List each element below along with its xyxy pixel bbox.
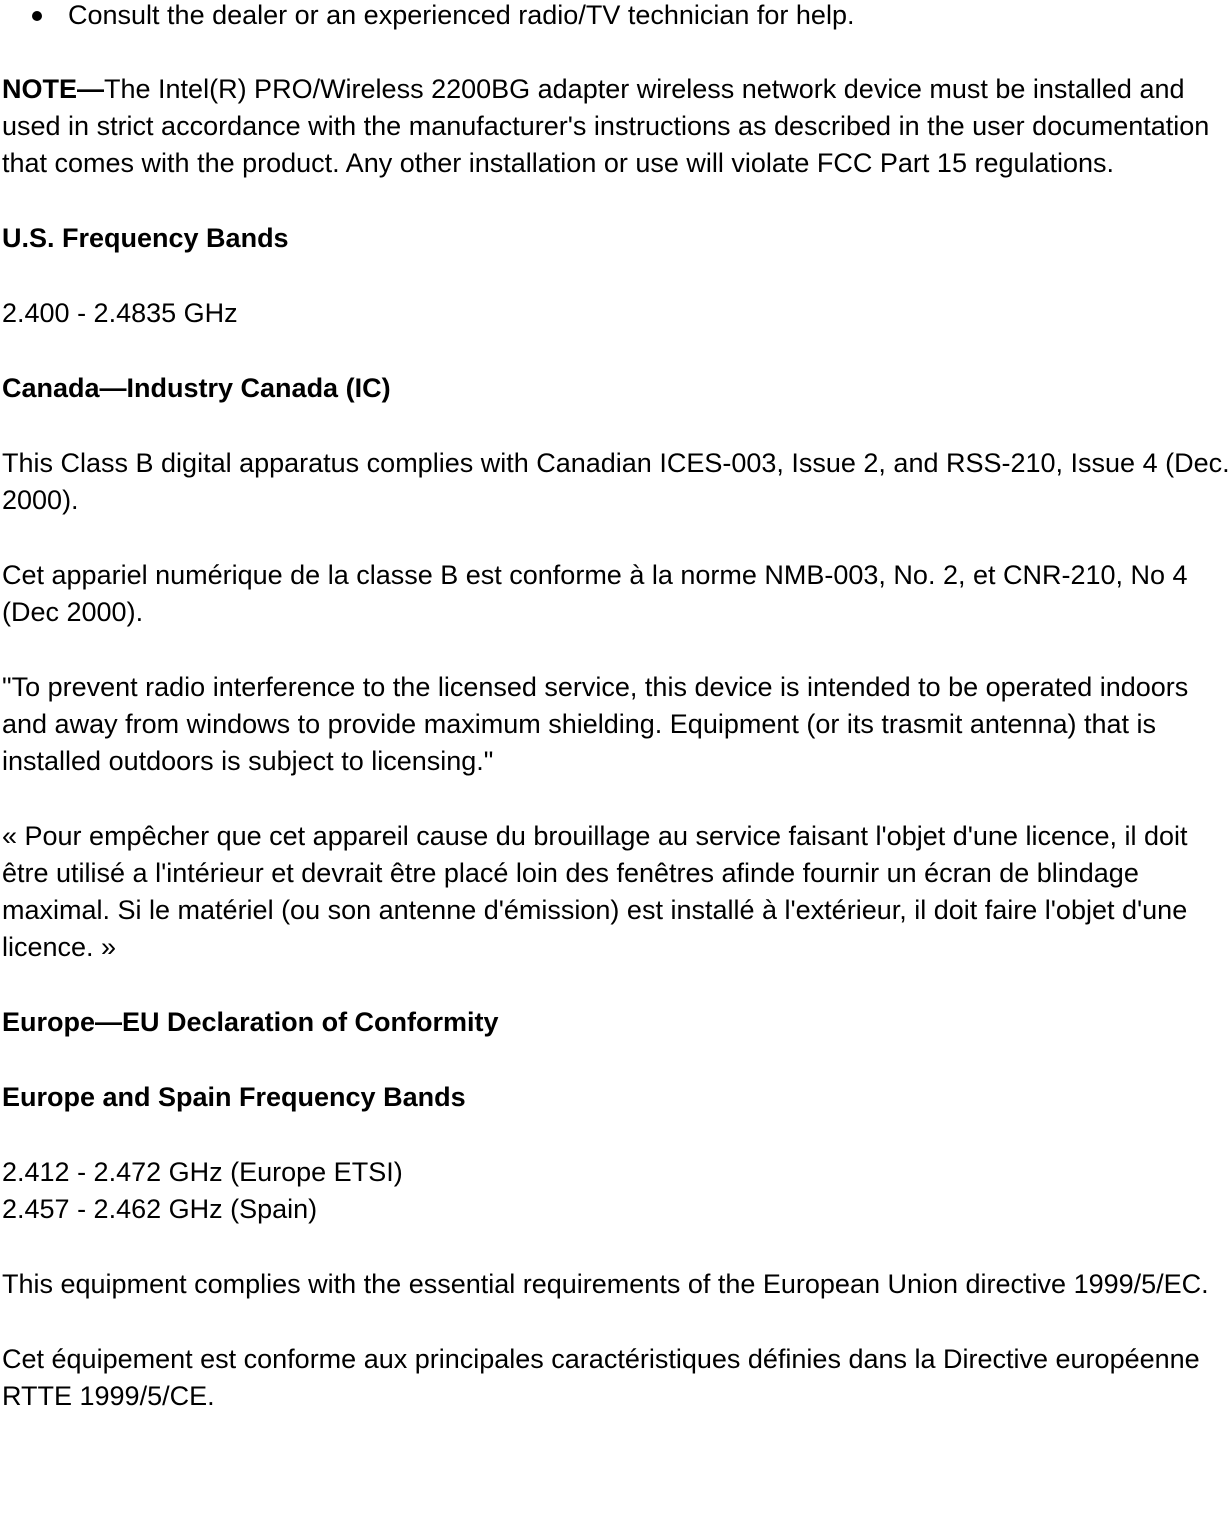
canada-quote-fr: « Pour empêcher que cet appareil cause du brouillage au service faisant l'objet d'une licence, il doit être utilisé a l'intérieur et devrait être placé loin des fenêtres afinde fournir un écran de blindage maximal. Si le matériel (ou son antenne d'émission) est installé à l'extérieur, il doit faire l'objet d'une licence. » [2, 821, 1188, 962]
europe-para-fr: Cet équipement est conforme aux principales caractéristiques définies dans la Directive européenne RTTE 1999/5/CE. [2, 1344, 1200, 1411]
canada-para-en: This Class B digital apparatus complies with Canadian ICES-003, Issue 2, and RSS-210, Issue 4 (Dec. 2000). [2, 448, 1230, 515]
europe-band-etsi: 2.412 - 2.472 GHz (Europe ETSI) [2, 1157, 403, 1187]
europe-heading: Europe—EU Declaration of Conformity [2, 1007, 499, 1037]
canada-quote-en: "To prevent radio interference to the licensed service, this device is intended to be operated indoors and away from windows to provide maximum shielding. Equipment (or its trasmit antenna) that is installed outdoors is subject to licensing." [2, 672, 1189, 776]
document-page [2, 0, 1230, 1453]
bullet-dot-icon [32, 11, 42, 21]
bullet-item [2, 0, 1230, 34]
canada-para-fr: Cet appariel numérique de la classe B est conforme à la norme NMB-003, No. 2, et CNR-210, No 4 (Dec 2000). [2, 560, 1188, 627]
us-band-value: 2.400 - 2.4835 GHz [2, 298, 238, 328]
note-paragraph [2, 71, 1230, 182]
europe-para-en: This equipment complies with the essential requirements of the European Union directive 1999/5/EC. [2, 1269, 1209, 1299]
us-bands-heading: U.S. Frequency Bands [2, 223, 289, 253]
europe-bands-list [2, 1154, 1230, 1228]
note-label: NOTE— [2, 74, 105, 104]
canada-heading: Canada—Industry Canada (IC) [2, 373, 391, 403]
europe-bands-heading: Europe and Spain Frequency Bands [2, 1082, 466, 1112]
bullet-text: Consult the dealer or an experienced radio/TV technician for help. [68, 0, 855, 30]
europe-band-spain: 2.457 - 2.462 GHz (Spain) [2, 1194, 318, 1224]
note-text: The Intel(R) PRO/Wireless 2200BG adapter wireless network device must be installed and used in strict accordance with the manufacturer's instructions as described in the user documentation that comes with the product. Any other installation or use will violate FCC Part 15 regulations. [2, 74, 1210, 178]
